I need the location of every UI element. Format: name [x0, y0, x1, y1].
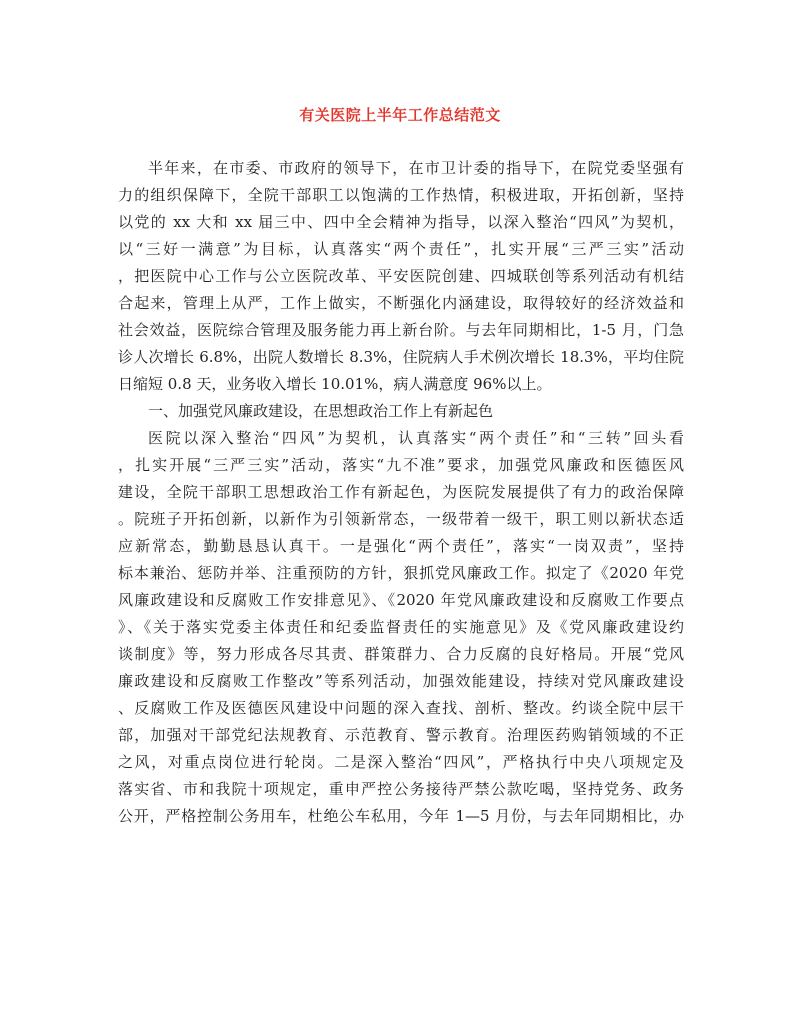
paragraph-line: 以党的 xx 大和 xx 届三中、四中全会精神为指导，以深入整治“四风”为契机，: [118, 213, 684, 231]
paragraph-line: 部，加强对干部党纪法规教育、示范教育、警示教育。治理医药购销领域的不正: [118, 726, 684, 744]
paragraph-line: 医院以深入整治“四风”为契机，认真落实“两个责任”和“三转”回头看: [148, 429, 684, 447]
section-heading: 一、加强党风廉政建设，在思想政治工作上有新起色: [148, 402, 494, 420]
paragraph-line: 公开，严格控制公务用车，杜绝公车私用，今年 1—5 月份，与去年同期相比，办: [118, 807, 684, 825]
paragraph-line: 。院班子开拓创新，以新作为引领新常态，一级带着一级干，职工则以新状态适: [118, 510, 684, 528]
paragraph-line: 标本兼治、惩防并举、注重预防的方针，狠抓党风廉政工作。拟定了《2020 年党: [118, 564, 684, 582]
paragraph-line: 建设，全院干部职工思想政治工作有新起色，为医院发展提供了有力的政治保障: [118, 483, 684, 501]
paragraph-line: 日缩短 0.8 天，业务收入增长 10.01%，病人满意度 96%以上。: [118, 375, 552, 393]
paragraph-line: ，扎实开展“三严三实”活动，落实“九不准”要求，加强党风廉政和医德医风: [118, 456, 684, 474]
paragraph-line: 社会效益，医院综合管理及服务能力再上新台阶。与去年同期相比，1-5 月，门急: [118, 321, 684, 339]
paragraph-line: 应新常态，勤勤恳恳认真干。一是强化“两个责任”，落实“一岗双责”，坚持: [118, 537, 684, 555]
paragraph-line: 廉政建设和反腐败工作整改”等系列活动，加强效能建设，持续对党风廉政建设: [118, 672, 684, 690]
paragraph-line: 落实省、市和我院十项规定，重申严控公务接待严禁公款吃喝，坚持党务、政务: [118, 780, 684, 798]
paragraph-line: 力的组织保障下，全院干部职工以饱满的工作热情，积极进取，开拓创新，坚持: [118, 186, 684, 204]
paragraph-line: 谈制度》等，努力形成各尽其责、群策群力、合力反腐的良好格局。开展“党风: [118, 645, 684, 663]
paragraph-line: 诊人次增长 6.8%，出院人数增长 8.3%，住院病人手术例次增长 18.3%，平均住院: [118, 348, 684, 366]
document-body: [118, 155, 684, 830]
paragraph-line: 之风，对重点岗位进行轮岗。二是深入整治“四风”，严格执行中央八项规定及: [118, 753, 684, 771]
paragraph-line: 风廉政建设和反腐败工作安排意见》、《2020 年党风廉政建设和反腐败工作要点: [118, 591, 684, 609]
paragraph-line: 》、《关于落实党委主体责任和纪委监督责任的实施意见》及《党风廉政建设约: [118, 618, 684, 636]
paragraph-line: 合起来，管理上从严，工作上做实，不断强化内涵建设，取得较好的经济效益和: [118, 294, 684, 312]
paragraph-line: 半年来，在市委、市政府的领导下，在市卫计委的指导下，在院党委坚强有: [148, 159, 684, 177]
paragraph-line: 以“三好一满意”为目标，认真落实“两个责任”，扎实开展“三严三实”活动: [118, 240, 684, 258]
paragraph-line: 、反腐败工作及医德医风建设中问题的深入查找、剖析、整改。约谈全院中层干: [118, 699, 684, 717]
paragraph-line: ，把医院中心工作与公立医院改革、平安医院创建、四城联创等系列活动有机结: [118, 267, 684, 285]
document-title: 有关医院上半年工作总结范文: [299, 106, 501, 124]
